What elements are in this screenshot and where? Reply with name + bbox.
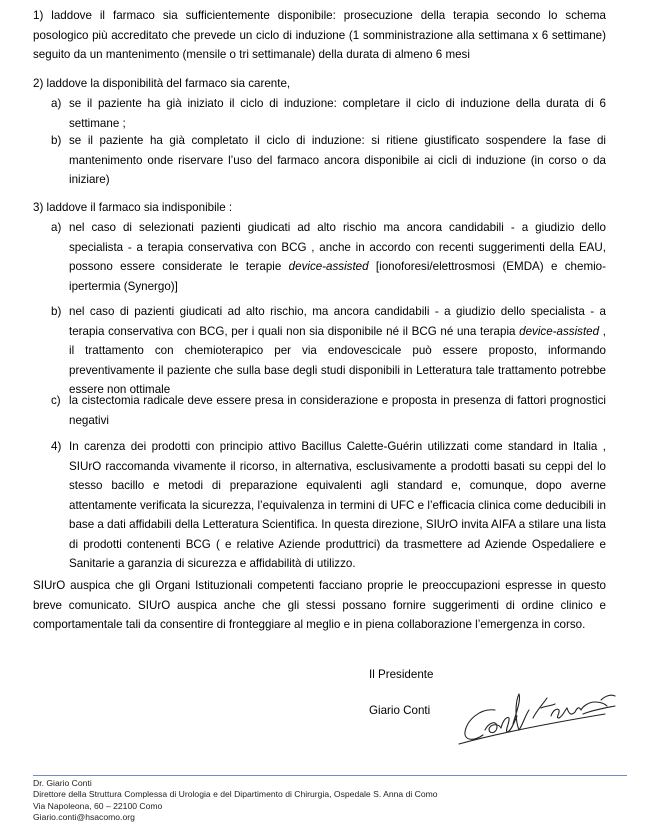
point-3a-emphasis: device-assisted — [288, 260, 369, 273]
footer-address: Via Napoleona, 60 – 22100 Como — [33, 800, 163, 811]
signature-name: Giario Conti — [369, 704, 431, 717]
point-2a: se il paziente ha già iniziato il ciclo di induzione: completare il ciclo di induzione della durata di 6 settimane ; — [69, 97, 606, 130]
footer-email[interactable]: Giario.conti@hsacomo.org — [33, 812, 135, 823]
point-2b: se il paziente ha già completato il ciclo di induzione: si ritiene giustificato sospendere la fase di mantenimento onde riservare l’uso del farmaco ancora disponibile ai cicli di induzione (in corso o da iniziare) — [69, 134, 606, 186]
point-3b-label: b) — [51, 305, 62, 318]
signature-role: Il Presidente — [369, 668, 434, 681]
point-3a-text-2: [ionoforesi/elettrosmosi (EMDA) e chemio-ipertermia (Synergo)] — [69, 260, 606, 293]
point-3a-text-1: nel caso di selezionati pazienti giudicati ad alto rischio ma ancora candidabili - a giudizio dello specialista - a terapia conservativa con BCG , anche in accordo con recenti suggerimenti della EAU, possono essere considerate le terapie — [69, 221, 606, 273]
point-3c-label: c) — [51, 394, 61, 407]
footer-name: Dr. Giario Conti — [33, 778, 92, 788]
point-2a-label: a) — [51, 97, 62, 110]
point-3b — [69, 302, 606, 400]
point-3-intro: 3) laddove il farmaco sia indisponibile : — [33, 201, 233, 214]
point-1: 1) laddove il farmaco sia sufficientemente disponibile: prosecuzione della terapia secondo lo schema posologico più accreditato che prevede un ciclo di induzione (1 somministrazione alla settimana x 6 settimane) seguito da un mantenimento (mensile o tri settimanale) della durata di almeno 6 mesi — [33, 9, 606, 61]
point-3b-text-1: nel caso di pazienti giudicati ad alto rischio, ma ancora candidabili - a giudizio dello specialista - a terapia conservativa con BCG, per i quali non sia disponibile né il BCG né una terapia — [69, 305, 606, 338]
point-4-label: 4) — [51, 440, 62, 453]
closing-paragraph: SIUrO auspica che gli Organi Istituzionali competenti facciano proprie le preoccupazioni espresse in questo breve comunicato. SIUrO auspica anche che gli stessi possano fornire suggerimenti di ordine clinico e comportamentale tali da consentire di fronteggiare al meglio e in piena collaborazione l’emergenza in corso. — [33, 579, 606, 631]
point-2b-label: b) — [51, 134, 62, 147]
point-3a — [69, 218, 606, 296]
handwritten-signature — [455, 680, 625, 750]
point-3b-text-2: , il trattamento con chemioterapico per via endovescicale può essere proposto, informando preventivamente il paziente che sulla base degli studi disponibili in Letteratura tale trattamento potrebbe essere non ottimale — [69, 324, 606, 396]
point-3c: la cistectomia radicale deve essere presa in considerazione e proposta in presenza di fattori prognostici negativi — [69, 394, 606, 427]
footer-divider — [33, 775, 627, 776]
point-3b-emphasis: device-assisted — [519, 324, 600, 338]
footer-position: Direttore della Struttura Complessa di Urologia e del Dipartimento di Chirurgia, Ospedale S. Anna di Como — [33, 789, 438, 800]
point-3a-label: a) — [51, 221, 62, 234]
point-4: In carenza dei prodotti con principio attivo Bacillus Calette-Guérin utilizzati come standard in Italia , SIUrO raccomanda vivamente il ricorso, in alternativa, esclusivamente a prodotti basati su ceppi del lo stesso bacillo e metodi di preparazione equivalenti agli standard e, comunque, dopo averne attentamente verificata la sicurezza, l’equivalenza in termini di UFC e l’efficacia clinica come deducibili in base a dati affidabili della Letteratura Scientifica. In questa direzione, SIUrO invita AIFA a stilare una lista di prodotti contenenti BCG ( e relative Aziende produttrici) da trasmettere ad Aziende Ospedaliere e Sanitarie a garanzia di sicurezza e affidabilità di utilizzo. — [69, 440, 606, 570]
footer-contact — [33, 778, 438, 824]
point-2-intro: 2) laddove la disponibilità del farmaco sia carente, — [33, 77, 291, 90]
